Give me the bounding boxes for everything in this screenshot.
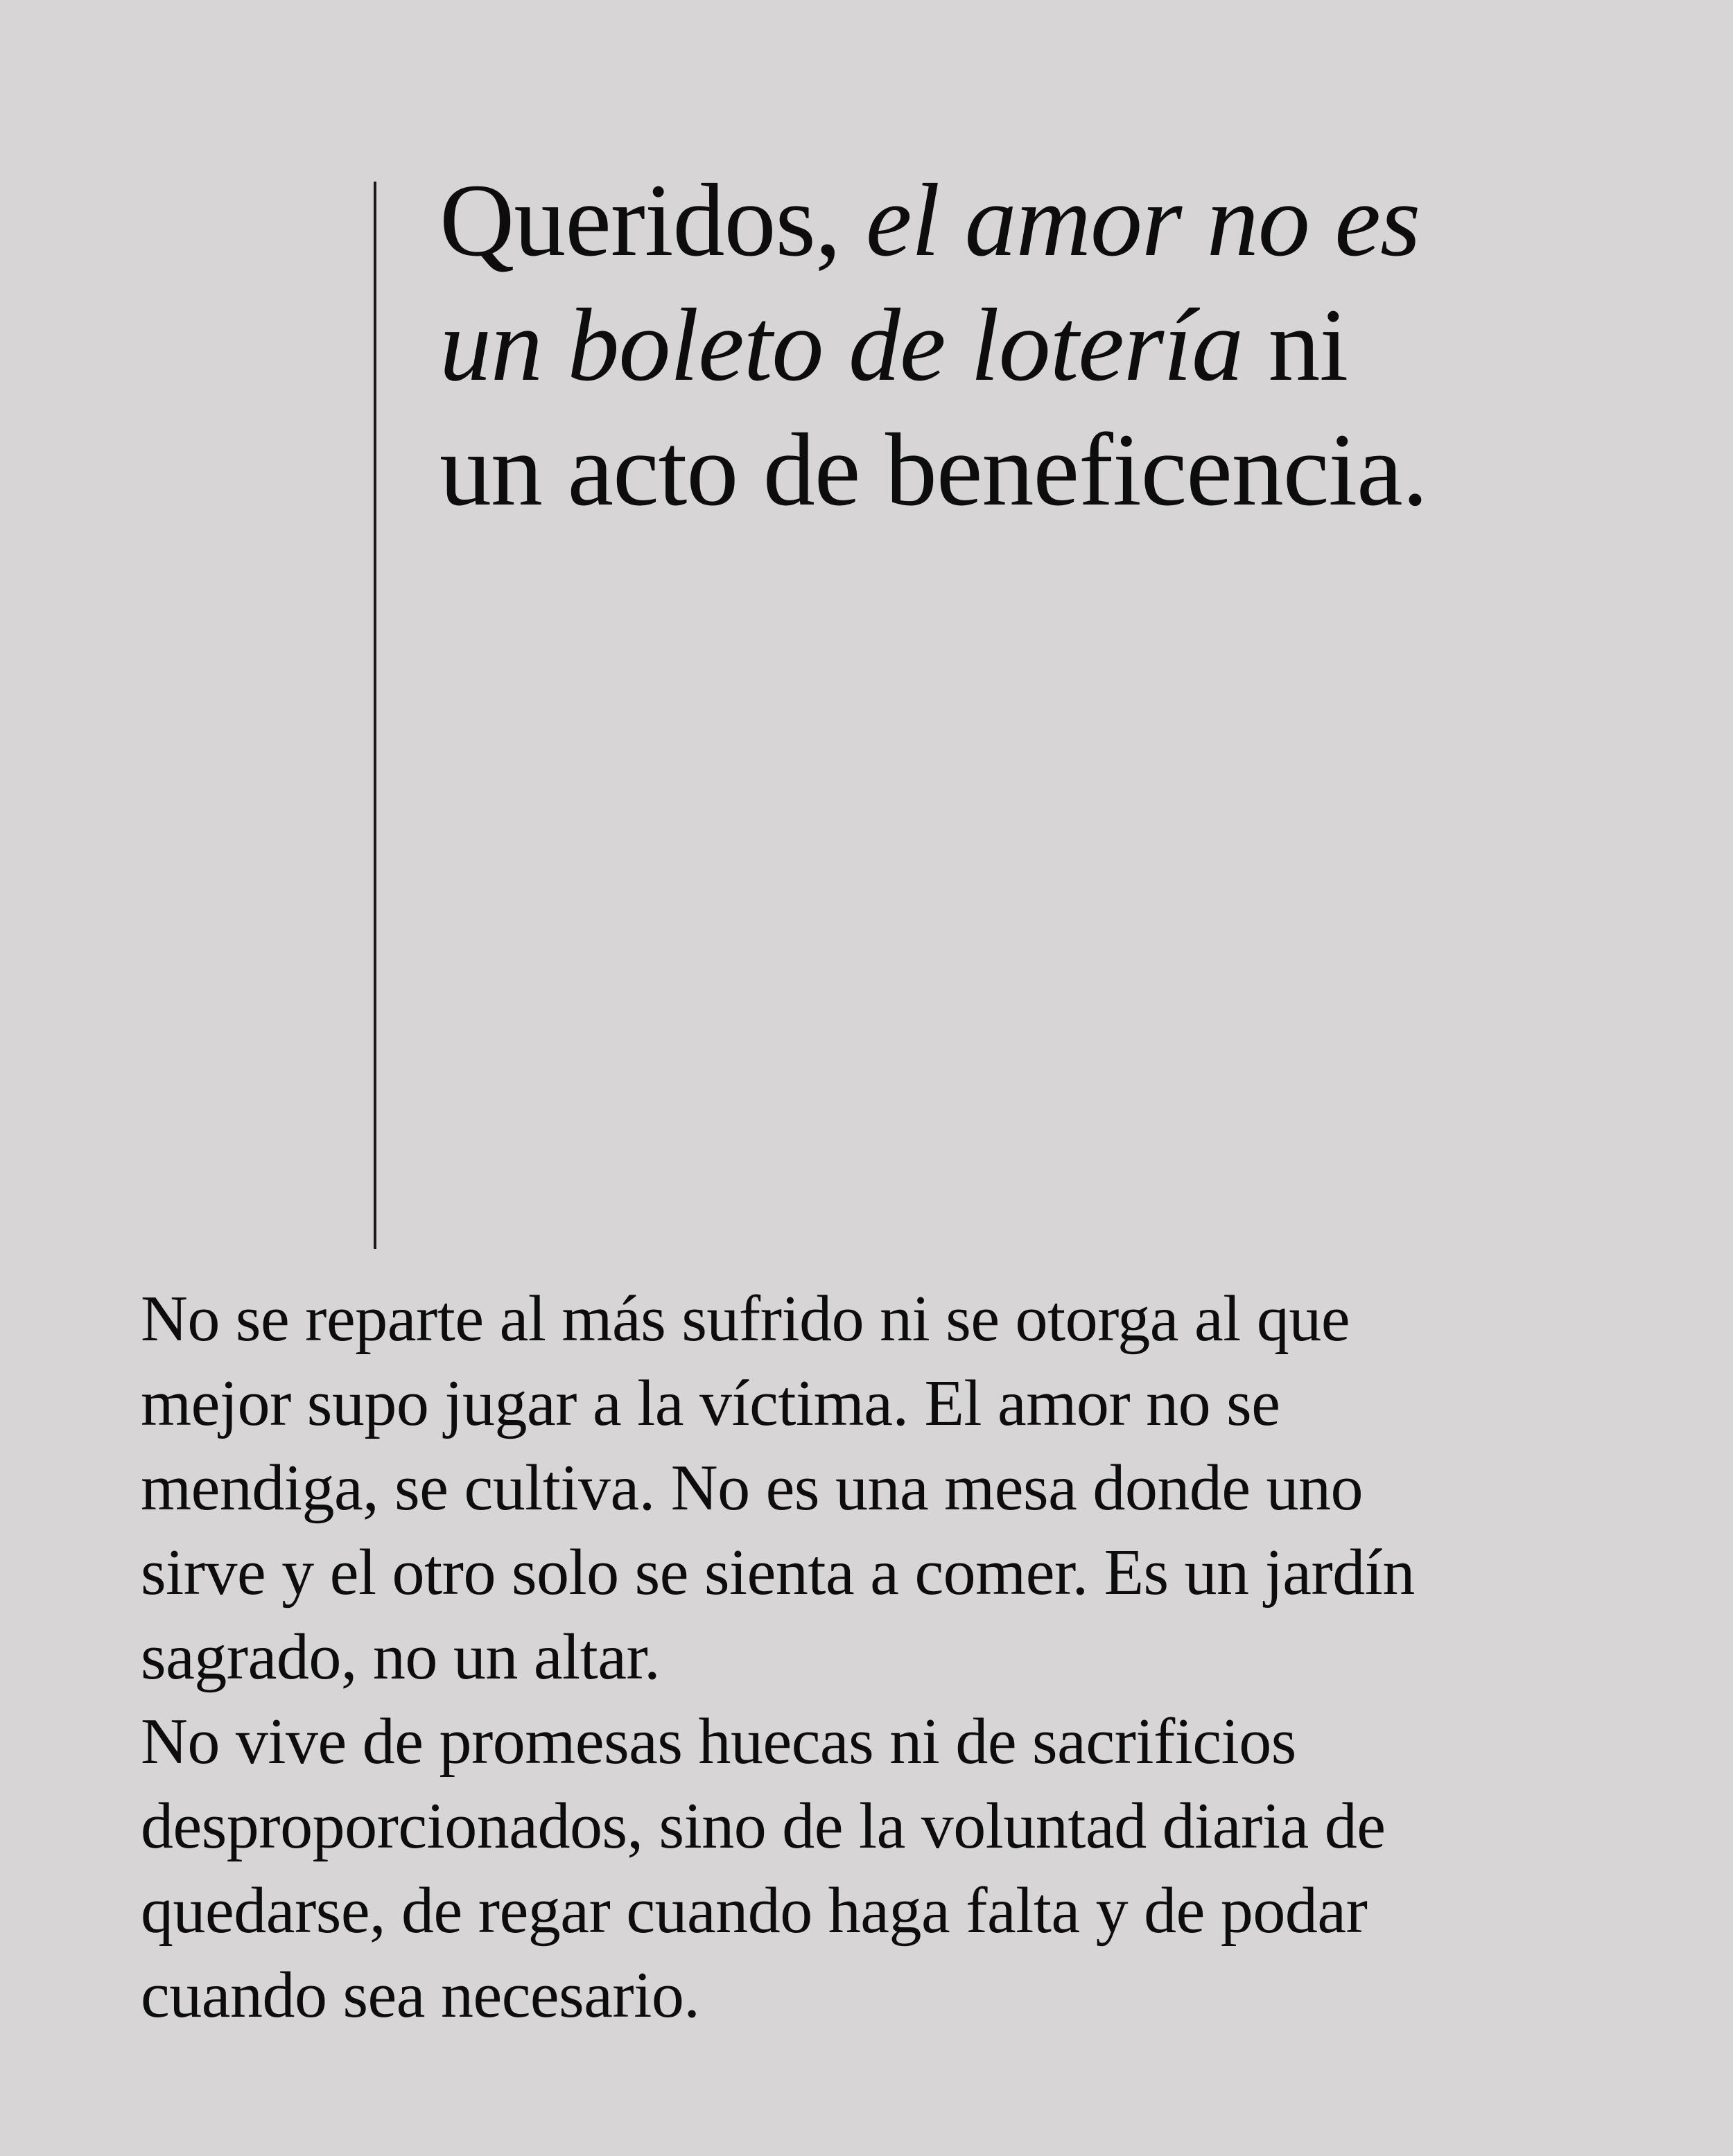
- body-line: No se reparte al más sufrido ni se otorga al que: [141, 1283, 1350, 1355]
- body-line: No vive de promesas huecas ni de sacrificios: [141, 1706, 1296, 1778]
- body-line: quedarse, de regar cuando haga falta y de podar: [141, 1875, 1368, 1947]
- headline-line-2: [439, 283, 1660, 407]
- body-line: mendiga, se cultiva. No es una mesa donde uno: [141, 1452, 1364, 1524]
- headline-line-1-italic: el amor no es: [865, 163, 1420, 278]
- body-line: desproporcionados, sino de la voluntad diaria de: [141, 1790, 1386, 1862]
- headline-line-3: un acto de beneficencia.: [439, 412, 1428, 527]
- headline-line-2-italic: un boleto de lotería: [439, 288, 1243, 403]
- body-paragraph: [141, 1277, 1680, 2037]
- headline: [439, 158, 1660, 532]
- headline-line-1: [439, 158, 1660, 283]
- headline-line-1-plain: Queridos,: [439, 163, 866, 278]
- body-line: mejor supo jugar a la víctima. El amor no se: [141, 1367, 1280, 1439]
- body-line: cuando sea necesario.: [141, 1959, 700, 2031]
- vertical-divider: [374, 182, 376, 1249]
- body-line: sirve y el otro solo se sienta a comer. Es un jardín: [141, 1536, 1415, 1609]
- headline-line-2-plain: ni: [1242, 288, 1348, 403]
- body-line: sagrado, no un altar.: [141, 1621, 661, 1693]
